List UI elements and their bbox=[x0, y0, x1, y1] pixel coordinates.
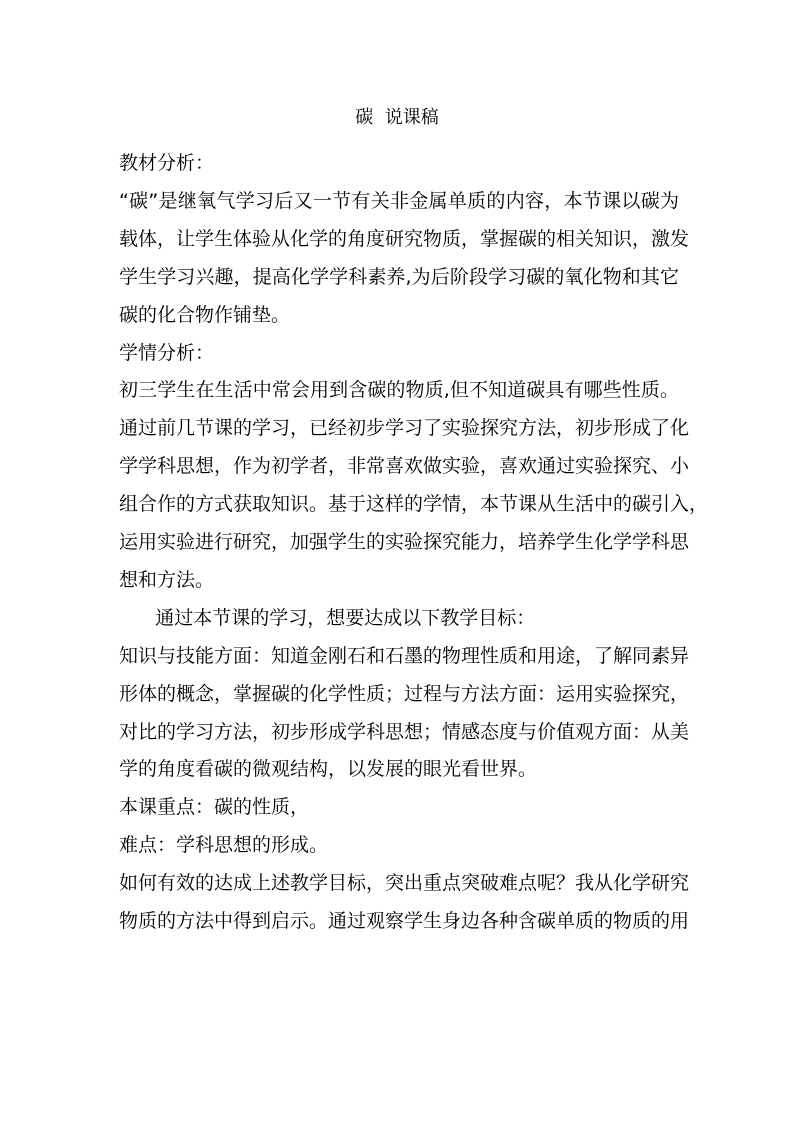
text-line: “碳”是继氧气学习后又一节有关非金属单质的内容，本节课以碳为 bbox=[119, 189, 679, 212]
document-title: 碳 说课稿 bbox=[355, 107, 439, 128]
text-line: 组合作的方式获取知识。基于这样的学情，本节课从生活中的碳引入， bbox=[119, 493, 709, 516]
text-line: 学学科思想，作为初学者，非常喜欢做实验，喜欢通过实验探究、小 bbox=[119, 455, 690, 478]
text-line: 难点：学科思想的形成。 bbox=[119, 834, 329, 857]
text-line: 教材分析： bbox=[119, 152, 215, 174]
text-line: 本课重点：碳的性质， bbox=[119, 796, 310, 819]
text-line: 对比的学习方法，初步形成学科思想；情感态度与价值观方面：从美 bbox=[119, 720, 690, 743]
text-line: 学生学习兴趣，提高化学学科素养,为后阶段学习碳的氧化物和其它 bbox=[119, 265, 679, 288]
text-line: 初三学生在生活中常会用到含碳的物质,但不知道碳具有哪些性质。 bbox=[119, 379, 679, 402]
text-line: 知识与技能方面：知道金刚石和石墨的物理性质和用途，了解同素异 bbox=[119, 644, 690, 667]
text-line: 通过本节课的学习，想要达成以下教学目标： bbox=[119, 606, 536, 629]
text-line: 如何有效的达成上述教学目标，突出重点突破难点呢？我从化学研究 bbox=[119, 872, 690, 895]
text-line: 学情分析： bbox=[119, 341, 215, 364]
text-line: 通过前几节课的学习，已经初步学习了实验探究方法，初步形成了化 bbox=[119, 417, 690, 440]
text-line: 碳的化合物作铺垫。 bbox=[119, 303, 291, 326]
text-line: 运用实验进行研究，加强学生的实验探究能力，培养学生化学学科思 bbox=[119, 531, 690, 553]
text-line: 想和方法。 bbox=[119, 568, 215, 591]
text-line: 物质的方法中得到启示。通过观察学生身边各种含碳单质的物质的用 bbox=[119, 910, 690, 932]
text-line: 学的角度看碳的微观结构，以发展的眼光看世界。 bbox=[119, 758, 538, 781]
text-line: 形体的概念，掌握碳的化学性质；过程与方法方面：运用实验探究， bbox=[119, 682, 690, 705]
text-line: 载体，让学生体验从化学的角度研究物质，掌握碳的相关知识，激发 bbox=[119, 227, 690, 250]
